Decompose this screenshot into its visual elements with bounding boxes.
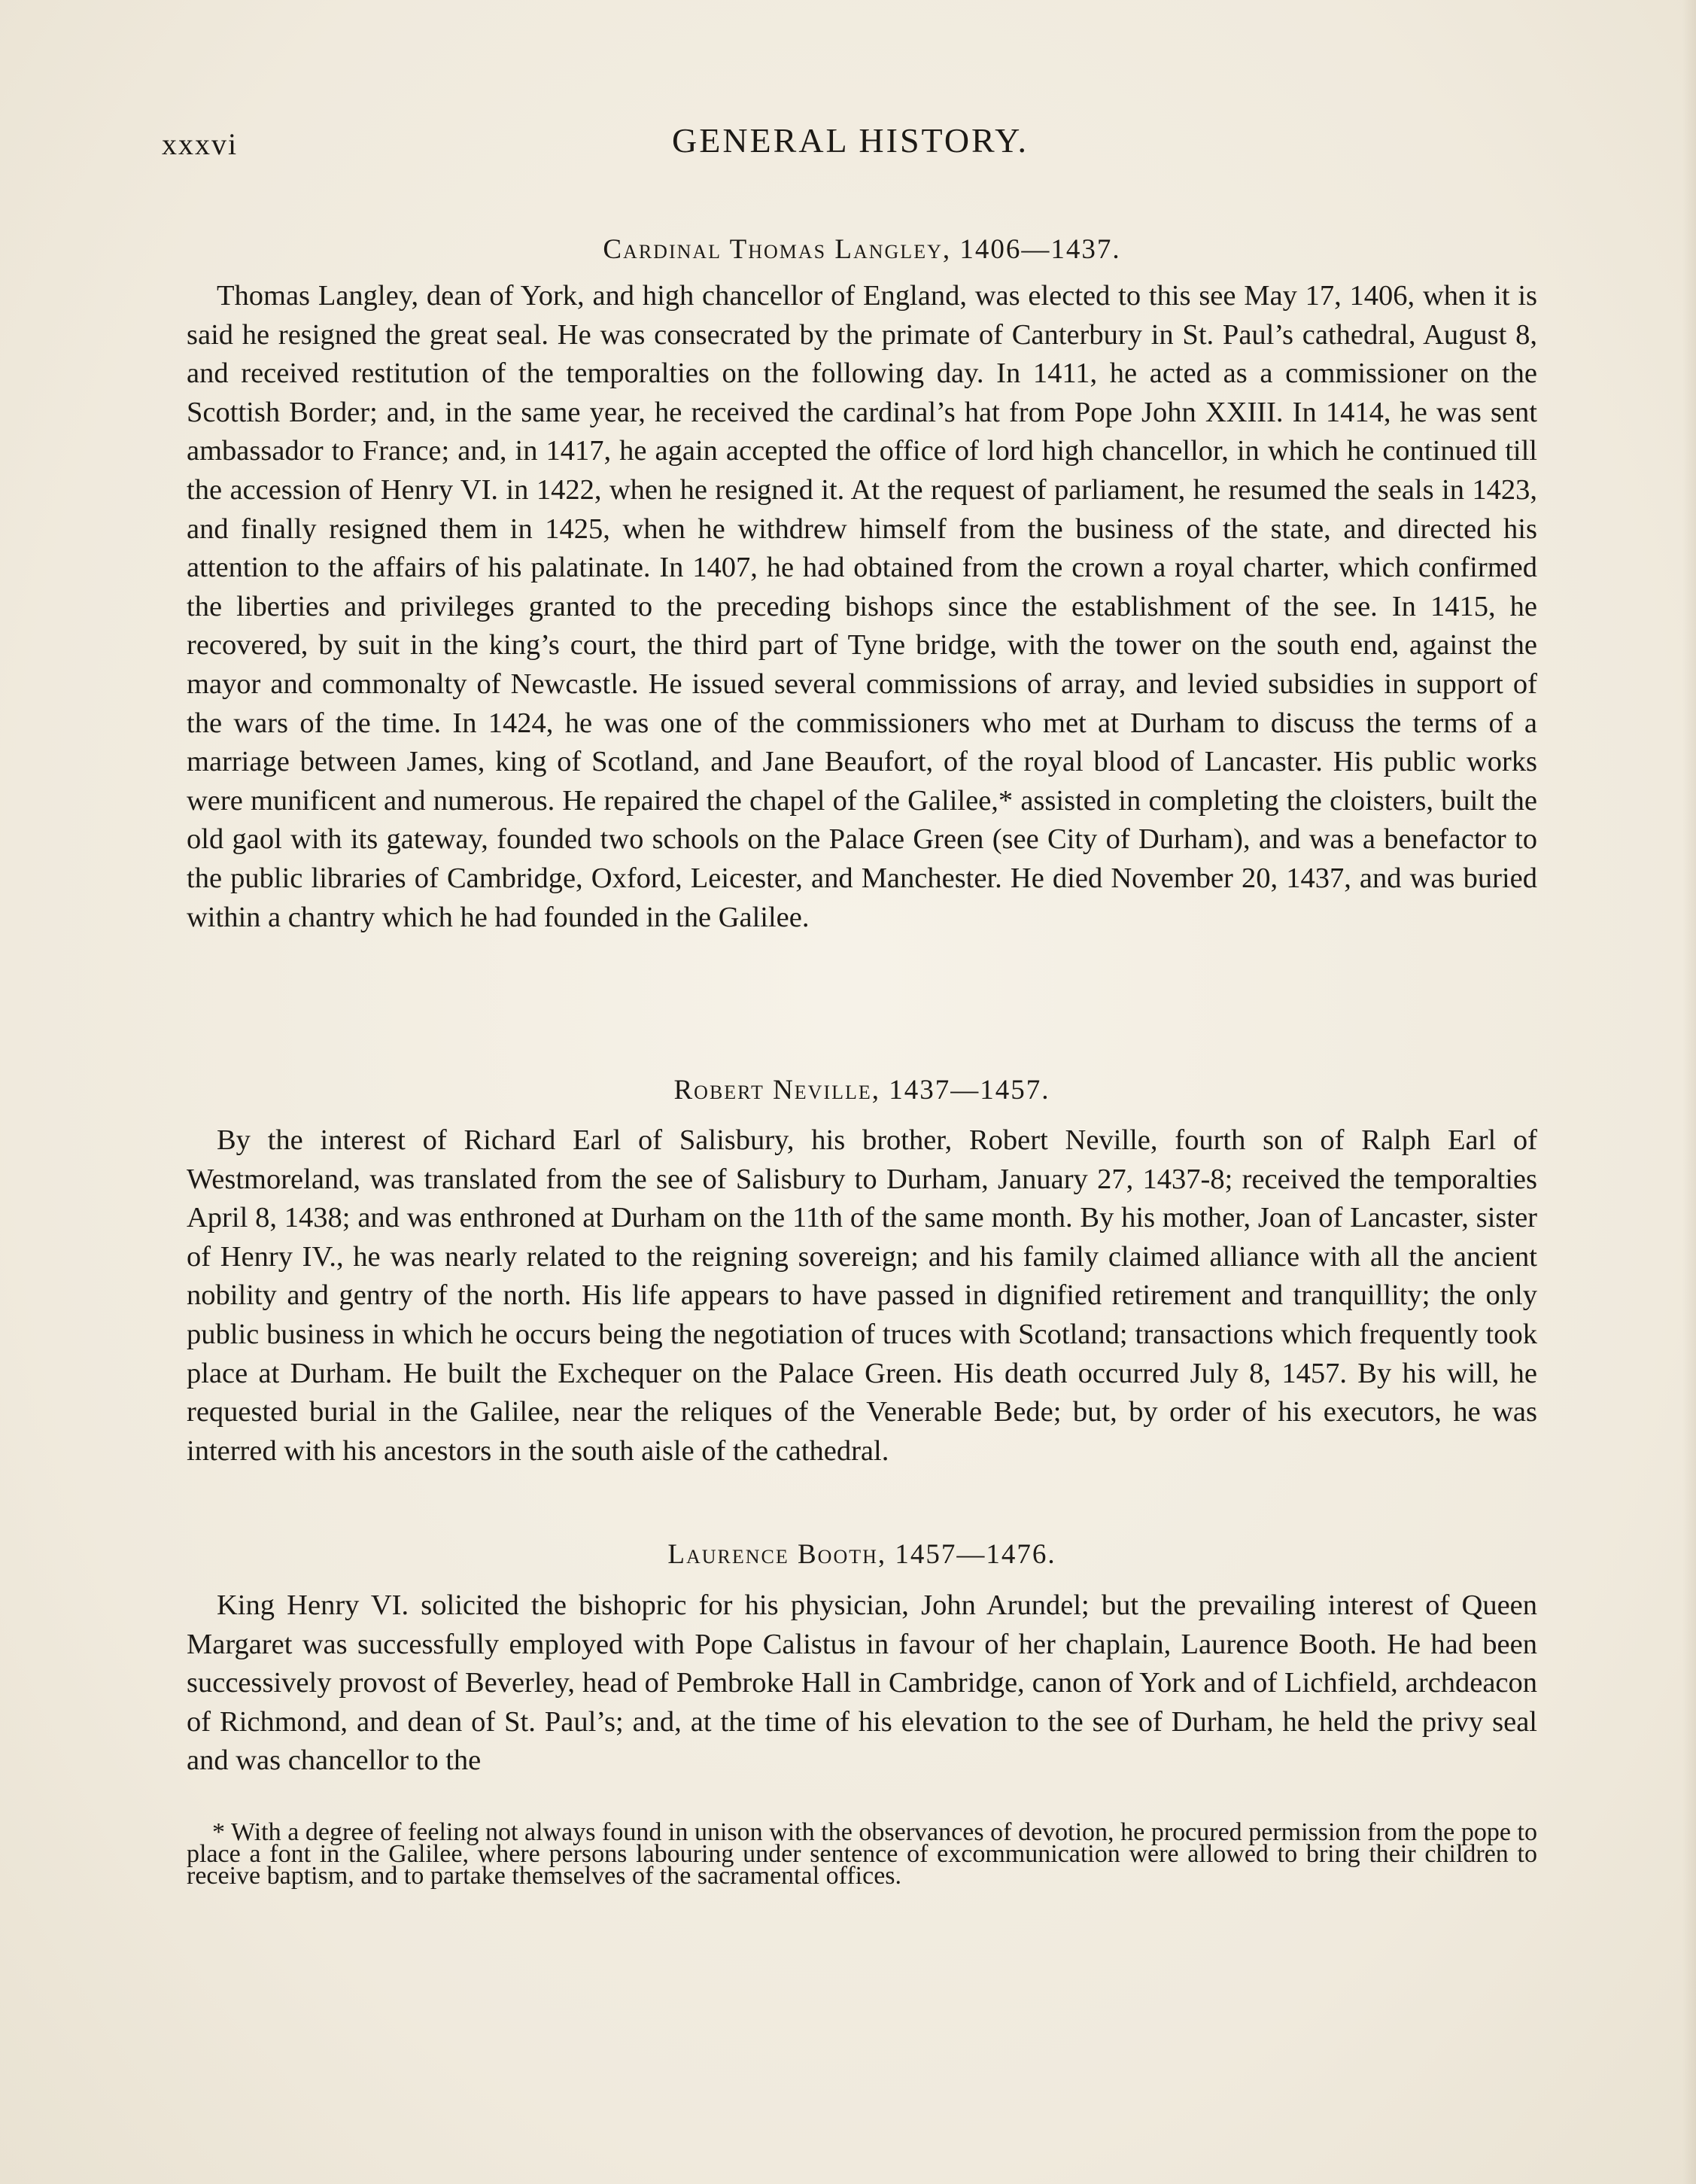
section-heading-neville: Robert Neville, 1437—1457. <box>673 1075 1050 1106</box>
section-body-neville: By the interest of Richard Earl of Salisbury, his brother, Robert Neville, fourth son of Ralph Earl of Westmoreland, was translated from the see of Salisbury to Durham, January 27, 1437-8; received the temporalties April 8, 1438; and was enthroned at Durham on the 11th of the same month. By his mother, Joan of Lancaster, sister of Henry IV., he was nearly related to the reigning sovereign; and his family claimed alliance with all the ancient nobility and gentry of the north. His life appears to have passed in dignified retirement and tranquillity; the only public business in which he occurs being the negotiation of truces with Scotland; transactions which frequently took place at Durham. He built the Exchequer on the Palace Green. His death occurred July 8, 1457. By his will, he requested burial in the Galilee, near the reliques of the Venerable Bede; but, by order of his executors, he was interred with his ancestors in the south aisle of the cathedral. <box>187 1124 1537 1467</box>
section-body-booth: King Henry VI. solicited the bishopric for his physician, John Arundel; but the prevailing interest of Queen Margaret was successfully employed with Pope Calistus in favour of her chaplain, Laurence Booth. He had been successively provost of Beverley, head of Pembroke Hall in Cambridge, canon of York and of Lichfield, archdeacon of Richmond, and dean of St. Paul’s; and, at the time of his elevation to the see of Durham, he held the privy seal and was chancellor to the <box>187 1589 1537 1777</box>
page-edge-shadow <box>1682 0 1696 2184</box>
running-title: GENERAL HISTORY. <box>672 121 1029 160</box>
footnote: * With a degree of feeling not always found in unison with the observances of devotion, he procured permission from the pope to place a font in the Galilee, where persons labouring under sentence of excommunication were allowed to bring their children to receive baptism, and to partake themselves of the sacramental offices. <box>187 1818 1537 1890</box>
page-header <box>162 120 1539 166</box>
section-heading-langley: Cardinal Thomas Langley, 1406—1437. <box>603 234 1121 265</box>
section-body-langley: Thomas Langley, dean of York, and high chancellor of England, was elected to this see May 17, 1406, when it is said he resigned the great seal. He was consecrated by the primate of Canterbury in St. Paul’s cathedral, August 8, and received restitution of the temporalties on the following day. In 1411, he acted as a commissioner on the Scottish Border; and, in the same year, he received the cardinal’s hat from Pope John XXIII. In 1414, he was sent ambassador to France; and, in 1417, he again accepted the office of lord high chancellor, in which he continued till the accession of Henry VI. in 1422, when he resigned it. At the request of parliament, he resumed the seals in 1423, and finally resigned them in 1425, when he withdrew himself from the business of the state, and directed his attention to the affairs of his palatinate. In 1407, he had obtained from the crown a royal charter, which confirmed the liberties and privileges granted to the preceding bishops since the establishment of the see. In 1415, he recovered, by suit in the king’s court, the third part of Tyne bridge, with the tower on the south end, against the mayor and commonalty of Newcastle. He issued several commissions of array, and levied subsidies in support of the wars of the time. In 1424, he was one of the commissioners who met at Durham to discuss the terms of a marriage between James, king of Scotland, and Jane Beaufort, of the royal blood of Lancaster. His public works were munificent and numerous. He repaired the chapel of the Galilee,* assisted in completing the cloisters, built the old gaol with its gateway, founded two schools on the Palace Green (see City of Durham), and was a benefactor to the public libraries of Cambridge, Oxford, Leicester, and Manchester. He died November 20, 1437, and was buried within a chantry which he had founded in the Galilee. <box>187 280 1537 933</box>
section-heading-booth: Laurence Booth, 1457—1476. <box>667 1539 1056 1570</box>
page-number: xxxvi <box>162 127 239 161</box>
